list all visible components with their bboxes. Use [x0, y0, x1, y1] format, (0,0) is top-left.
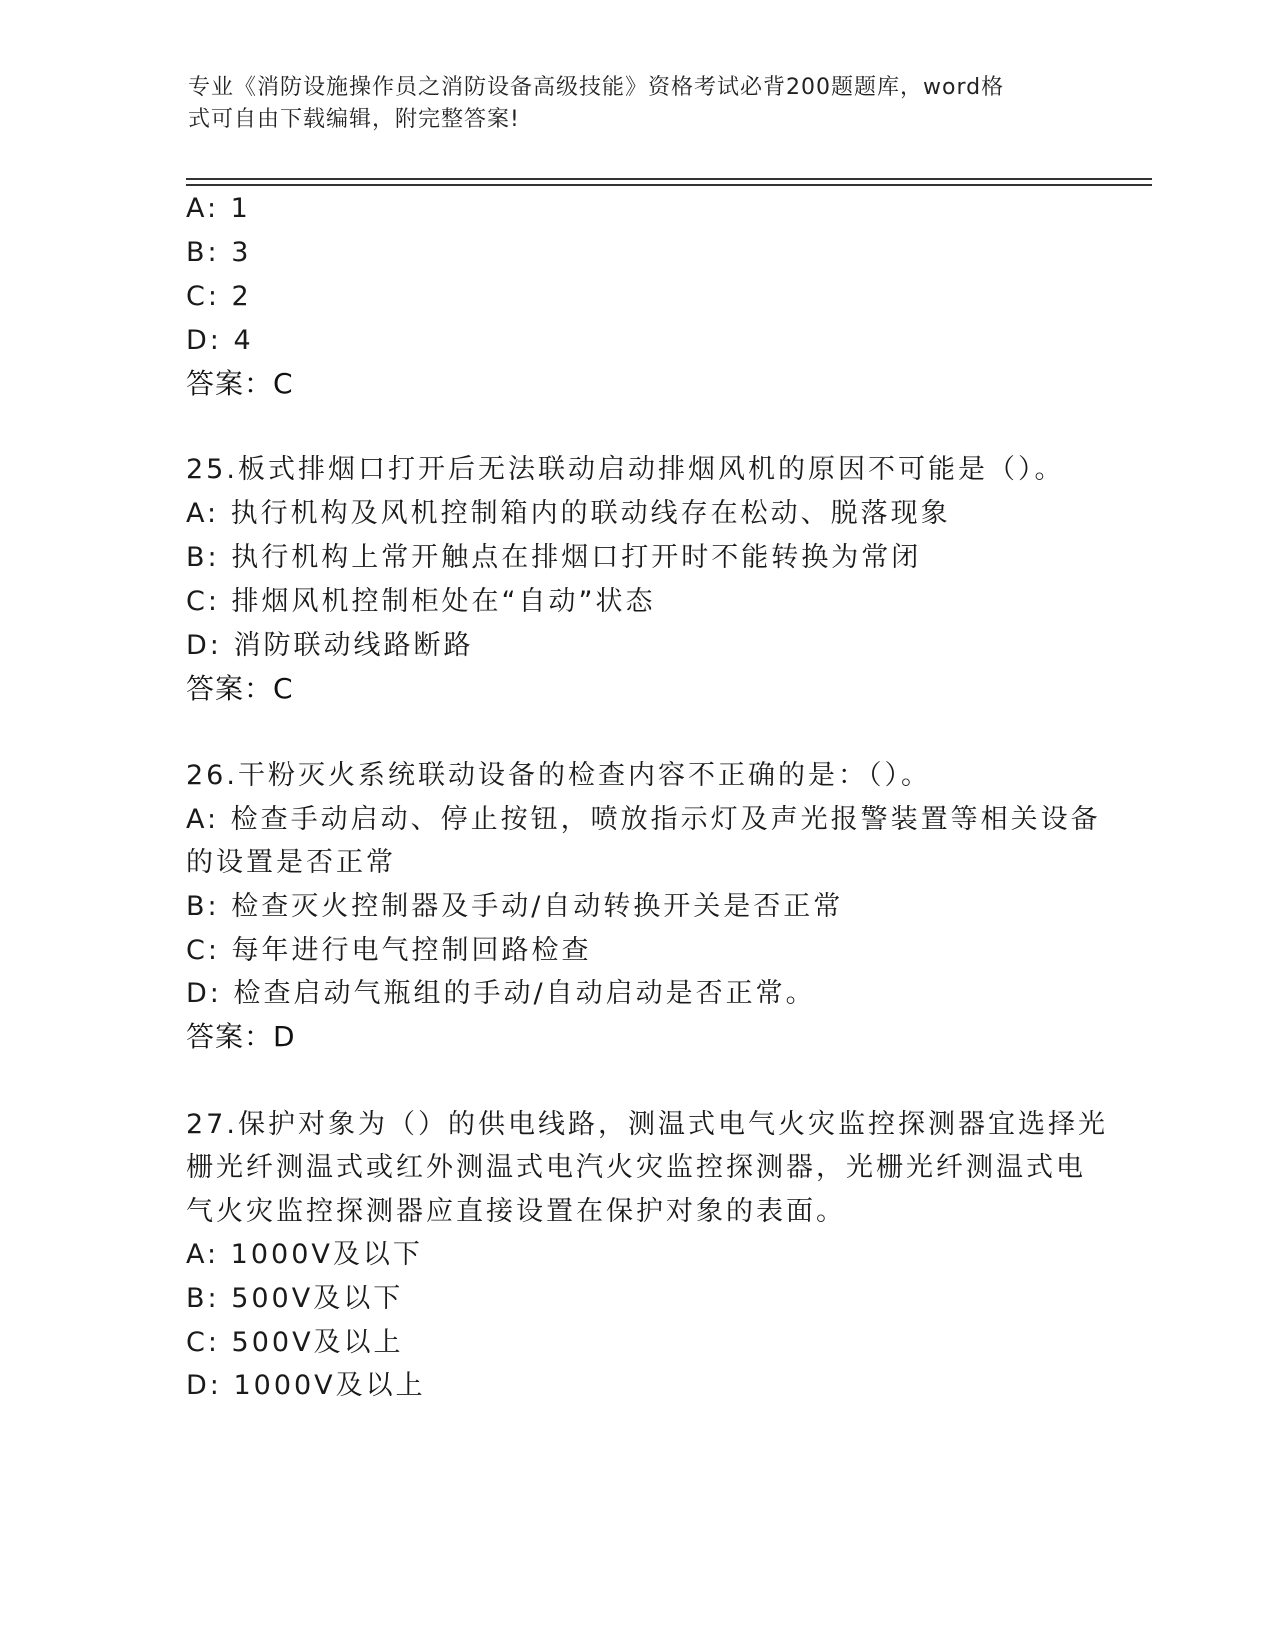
- q26-stem: 26.干粉灭火系统联动设备的检查内容不正确的是：（）。: [186, 760, 931, 791]
- q27-option-c: C: 500V及以上: [186, 1327, 404, 1358]
- q27-stem-line-2: 栅光纤测温式或红外测温式电汽火灾监控探测器，光栅光纤测温式电: [186, 1152, 1086, 1183]
- q26-option-d: D: 检查启动气瓶组的手动/自动启动是否正常。: [186, 978, 816, 1009]
- q27-option-b: B: 500V及以下: [186, 1283, 404, 1314]
- q24-option-c: C: 2: [186, 281, 252, 312]
- q27-stem-line-3: 气火灾监控探测器应直接设置在保护对象的表面。: [186, 1196, 846, 1227]
- q24-option-d: D: 4: [186, 325, 254, 356]
- q25-option-a: A: 执行机构及风机控制箱内的联动线存在松动、脱落现象: [186, 498, 951, 529]
- q25-option-c: C: 排烟风机控制柜处在“自动”状态: [186, 586, 656, 617]
- q24-answer: 答案：C: [186, 367, 294, 400]
- q27-option-a: A: 1000V及以下: [186, 1239, 423, 1270]
- q25-option-d: D: 消防联动线路断路: [186, 630, 474, 661]
- q24-option-a: A: 1: [186, 193, 251, 224]
- header-line-2: 式可自由下载编辑，附完整答案!: [188, 107, 520, 132]
- q27-option-d: D: 1000V及以上: [186, 1370, 426, 1401]
- q25-answer: 答案：C: [186, 672, 294, 705]
- q24-option-b: B: 3: [186, 237, 252, 268]
- header-line-1: 专业《消防设施操作员之消防设备高级技能》资格考试必背200题题库，word格: [188, 75, 1005, 100]
- document-header: [188, 72, 1068, 136]
- q25-option-b: B: 执行机构上常开触点在排烟口打开时不能转换为常闭: [186, 542, 922, 573]
- q26-option-a-line-2: 的设置是否正常: [186, 847, 396, 878]
- header-rule-bottom: [186, 184, 1152, 186]
- q26-option-c: C: 每年进行电气控制回路检查: [186, 935, 592, 966]
- q26-answer: 答案：D: [186, 1020, 296, 1053]
- q26-option-b: B: 检查灭火控制器及手动/自动转换开关是否正常: [186, 891, 844, 922]
- q27-stem-line-1: 27.保护对象为（）的供电线路，测温式电气火灾监控探测器宜选择光: [186, 1109, 1108, 1140]
- header-rule-top: [186, 178, 1152, 180]
- q25-stem: 25.板式排烟口打开后无法联动启动排烟风机的原因不可能是（）。: [186, 454, 1065, 485]
- q26-option-a-line-1: A: 检查手动启动、停止按钮，喷放指示灯及声光报警装置等相关设备: [186, 804, 1101, 835]
